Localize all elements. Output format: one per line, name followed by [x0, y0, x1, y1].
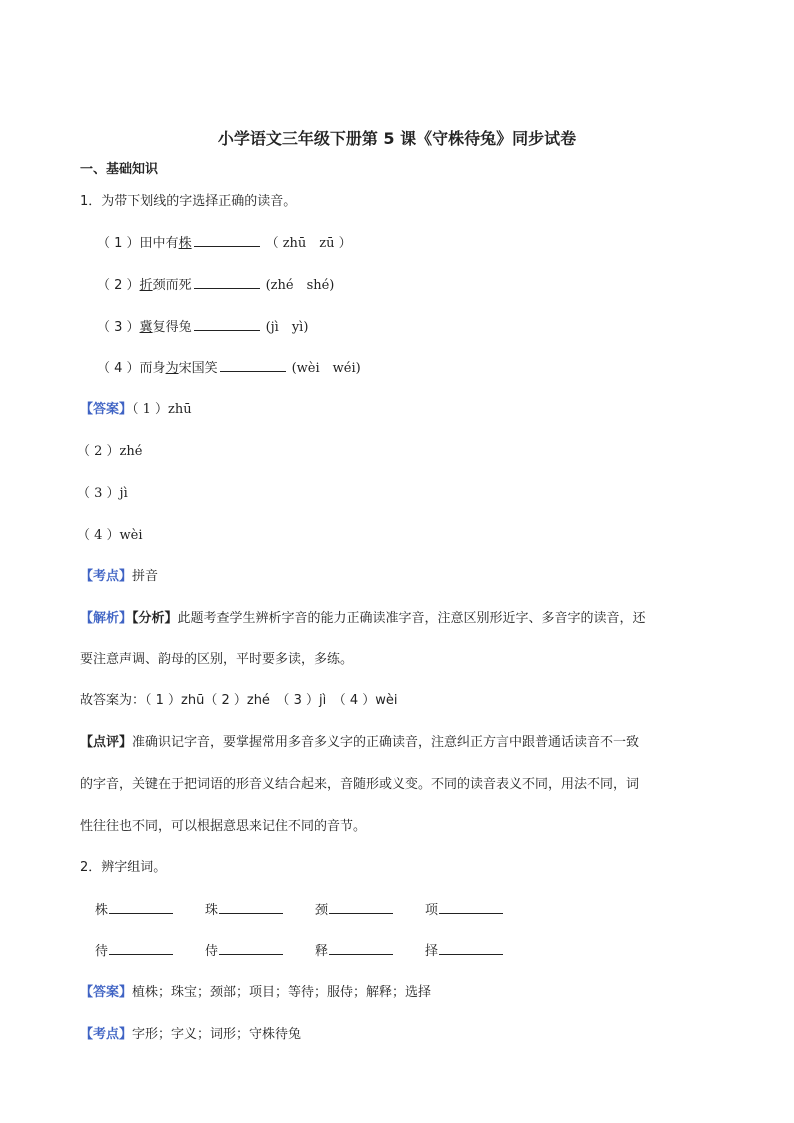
page-title: 小学语文三年级下册第 5 课《守株待兔》同步试卷: [217, 129, 577, 148]
answer-blank[interactable]: [109, 901, 173, 914]
answer-blank[interactable]: [219, 901, 283, 914]
q1-answer-2: （ 2 ）zhé: [77, 444, 143, 459]
word-cell: [425, 942, 509, 961]
comment-text: 准确识记字音，要掌握常用多音多义字的正确读音，注意纠正方言中跟普通话读音不一致: [132, 735, 640, 750]
q1-analysis-line-2: 要注意声调、韵母的区别，平时要多读，多练。: [80, 652, 354, 667]
question-2-stem: 2．辨字组词。: [80, 860, 167, 875]
item-number: （ 1 ）: [97, 236, 140, 251]
answer-blank[interactable]: [329, 901, 393, 914]
word-char: 珠: [205, 903, 219, 918]
q1-item-3: [97, 318, 308, 337]
q1-comment-line-2: 的字音，关键在于把词语的形音义结合起来，音随形或义变。不同的读音表义不同，用法不同，词: [80, 777, 640, 792]
word-char: 待: [95, 944, 109, 959]
word-char: 颈: [315, 903, 329, 918]
item-text: 复得兔: [152, 320, 192, 335]
q1-comment-line-1: [80, 734, 639, 752]
underlined-char: 为: [165, 361, 179, 376]
answer-blank[interactable]: [439, 901, 503, 914]
answer-tag: 【答案】: [80, 985, 133, 1000]
answer-text: （ 1 ）zhū: [132, 402, 192, 417]
comment-tag: 【点评】: [80, 735, 133, 750]
analysis-subtag: 【分析】: [132, 611, 178, 626]
word-char: 择: [425, 944, 439, 959]
q1-item-2: [97, 276, 334, 295]
word-cell: [205, 901, 289, 920]
item-text: 颈而死: [152, 278, 192, 293]
underlined-char: 株: [178, 236, 192, 251]
q1-item-4: [97, 359, 361, 378]
item-number: （ 2 ）: [97, 278, 140, 293]
pinyin-options: (zhé shé): [265, 278, 335, 293]
answer-blank[interactable]: [194, 276, 260, 289]
answer-blank[interactable]: [194, 234, 260, 247]
word-cell: [315, 901, 399, 920]
q2-answer: [80, 984, 431, 1002]
point-text: 拼音: [132, 569, 159, 584]
point-tag: 【考点】: [80, 569, 133, 584]
q1-item-1: [97, 234, 352, 253]
q1-analysis-line-1: [80, 610, 646, 628]
answer-tag: 【答案】: [80, 402, 133, 417]
word-cell: [95, 901, 179, 920]
item-text: 田中有: [139, 236, 179, 251]
word-char: 释: [315, 944, 329, 959]
word-cell: [425, 901, 509, 920]
item-text: 而身: [139, 361, 166, 376]
underlined-char: 冀: [139, 320, 153, 335]
word-char: 株: [95, 903, 109, 918]
item-text: 宋国笑: [178, 361, 218, 376]
word-cell: [95, 942, 179, 961]
q1-final-answer: 故答案为：（ 1 ）zhū（ 2 ）zhé （ 3 ）jì （ 4 ）wèi: [80, 693, 398, 708]
word-char: 项: [425, 903, 439, 918]
answer-blank[interactable]: [439, 942, 503, 955]
q1-answer-4: （ 4 ）wèi: [77, 528, 143, 543]
item-number: （ 3 ）: [97, 320, 140, 335]
analysis-tag: 【解析】: [80, 611, 133, 626]
answer-blank[interactable]: [219, 942, 283, 955]
answer-blank[interactable]: [109, 942, 173, 955]
word-char: 侍: [205, 944, 219, 959]
question-1-stem: 1．为带下划线的字选择正确的读音。: [80, 194, 297, 209]
answer-blank[interactable]: [329, 942, 393, 955]
analysis-text: 此题考查学生辨析字音的能力正确读准字音，注意区别形近字、多音字的读音，还: [177, 611, 646, 626]
answer-text: 植株；珠宝；颈部；项目；等待；服侍；解释；选择: [132, 985, 432, 1000]
section-heading: 一、基础知识: [80, 162, 159, 177]
word-cell: [315, 942, 399, 961]
pinyin-options: (jì yì): [265, 320, 309, 335]
pinyin-options: （ zhū zū ）: [265, 236, 352, 251]
word-cell: [205, 942, 289, 961]
q1-answer-3: （ 3 ）jì: [77, 486, 128, 501]
q1-answer-1: [80, 401, 192, 419]
q2-point: [80, 1026, 301, 1044]
underlined-char: 折: [139, 278, 153, 293]
point-tag: 【考点】: [80, 1027, 133, 1042]
item-number: （ 4 ）: [97, 361, 140, 376]
answer-blank[interactable]: [220, 359, 286, 372]
q1-comment-line-3: 性往往也不同，可以根据意思来记住不同的音节。: [80, 819, 367, 834]
pinyin-options: (wèi wéi): [291, 361, 361, 376]
q1-point: [80, 568, 158, 586]
point-text: 字形；字义；词形；守株待兔: [132, 1027, 302, 1042]
answer-blank[interactable]: [194, 318, 260, 331]
